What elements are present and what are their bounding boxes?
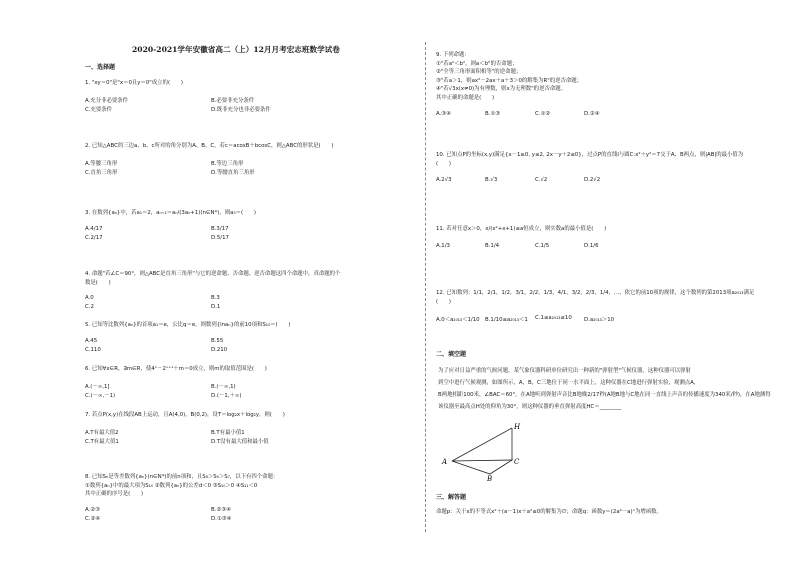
question-stem: 6. 已知∀x∈R，∃m∈R，使4ˣ－2ˣ⁺¹＋m＝0成立，则m的取值范围是( ): [85, 366, 267, 372]
fill-blank-line: 该仪器至最高点H处的仰角为30°，则这种仪器的垂直弹射高度HC＝________: [438, 404, 622, 410]
answer-option: D.①③④: [211, 515, 232, 522]
answer-option: A.2√3: [436, 177, 452, 183]
fill-blank-line: B两地相距100米，∠BAC＝60°，在A地听到弹射声音比B地晚2/17秒(A地B地与C地在同一直线上声音的传播速度为340米/秒)，在A地测得: [438, 392, 771, 398]
answer-option: D.210: [211, 346, 228, 353]
exam-title: 2020-2021学年安徽省高二（上）12月月考宏志班数学试卷: [132, 45, 340, 54]
figure-label-c: C: [514, 458, 520, 466]
answer-option: C.1≤a₂₀₁₃≤10: [535, 315, 572, 321]
question-stem: 5. 已知等比数列{aₙ}的首项a₁＝e，公比q＝e，则数列{lnaₙ}的前10项和S₁₀＝( ): [85, 322, 291, 328]
question-stem: 8. 已知Sₙ是等差数列{aₙ}(n∈N*)的前n项和，且S₈＞S₉＞S₇，以下有四个命题：: [85, 474, 279, 480]
answer-option: B.55: [211, 337, 224, 344]
question-stem: ④"若√3x(x≠0)为有理数，则x为无理数"的逆否命题。: [436, 86, 567, 92]
answer-option: C.充要条件: [85, 106, 113, 113]
question-stem: ( ): [436, 160, 451, 167]
question-stem: ③"若a＞1，则ax²－2ax＋a＋3＞0的解集为R"的逆否命题；: [436, 77, 583, 84]
answer-option: D.2√2: [584, 177, 601, 183]
section-heading-fill: 二、填空题: [436, 351, 467, 358]
column-divider: [425, 42, 426, 532]
answer-option: C.1/5: [535, 242, 550, 249]
answer-option: D.既非充分也非必要条件: [211, 106, 271, 113]
answer-option: A.充分非必要条件: [85, 97, 129, 104]
answer-option: D.T没有最大值和最小值: [211, 438, 269, 445]
answer-option: C.①②: [535, 111, 551, 117]
question-stem: 其中正确的序号是( ): [85, 491, 144, 497]
question-stem: 7. 若点P(x,y)在线段AB上运动，且A(4,0)，B(0,2)，设T＝log₂x＋log₂y，则( ): [85, 412, 285, 418]
answer-option: D.1: [211, 304, 221, 310]
answer-option: B.3/17: [211, 225, 229, 232]
answer-option: A.1/3: [436, 242, 450, 249]
answer-option: B.必要非充分条件: [211, 97, 255, 104]
question-stem: 9. 下列命题：: [436, 52, 470, 58]
answer-option: B.①③: [485, 111, 501, 117]
question-stem: 1. "xy＝0"是"x＝0且y＝0"成立的( ): [85, 80, 183, 86]
answer-option: D.(－1,＋∞): [211, 392, 242, 399]
answer-option: C.√2: [535, 177, 548, 183]
answer-option: C.直角三角形: [85, 169, 118, 176]
answer-option: C.110: [85, 346, 101, 353]
answer-option: C.(－∞,－1): [85, 392, 116, 399]
answer-option: B.1/10≤a₂₀₁₃＜1: [485, 317, 528, 323]
answer-option: A.②③: [85, 506, 100, 513]
question-stem: 11. 若对任意x＞0，x/(x²+x+1)≤a恒成立，则实数a的最小值是( ): [436, 226, 607, 232]
answer-option: B.②③④: [211, 506, 231, 513]
answer-option: A.T有最大值2: [85, 429, 119, 436]
question-stem: ( ): [436, 298, 451, 305]
answer-question-line: 命题p：关于x的不等式x²＋(a－1)x＋a²≤0的解集为∅；命题q：函数y＝(2a²－a)ˣ为增函数。: [436, 509, 662, 515]
answer-option: B.√3: [485, 177, 498, 183]
question-stem: ②"全等三角形面积相等"的逆命题；: [436, 69, 522, 75]
answer-option: D.②④: [584, 111, 600, 117]
section-heading-answer: 三、解答题: [436, 494, 467, 501]
answer-option: B.1/4: [485, 242, 500, 249]
figure-line-ah: [452, 428, 512, 461]
figure-label-h: H: [514, 423, 521, 431]
figure-label-a: A: [442, 458, 448, 466]
question-stem: ①数列{aₙ}中的最大项为S₁₀ ②数列{aₙ}的公差d＜0 ③S₁₀＞0 ④S₁₁＜0: [85, 482, 258, 489]
fill-blank-line: 到空中进行气候观测，如图所示，A，B，C三地位于同一水平面上，这种仪器在C地进行弹射实验，观测点A，: [438, 380, 700, 386]
fill-blank-line: 为了应对日益严重的气候问题，某气象仪器科研单位研究出一种新的"弹射型"气候仪器，这种仪器可以弹射: [438, 368, 691, 374]
answer-option: D.5/17: [211, 234, 229, 241]
question-stem: 12. 已知数列：1/1，2/1，1/2，3/1，2/2，1/3，4/1，3/2，2/3，1/4，…，依它的前10项的规律，这个数列的第2013项a₂₀₁₃满足: [436, 290, 755, 296]
answer-option: C.2/17: [85, 234, 103, 241]
answer-option: C.②④: [85, 515, 101, 522]
question-stem: 10. 已知点P的坐标(x,y)满足{x－1≥0, y≤2, 2x－y＋2≤0}，过点P的直线l与圆C:x²＋y²＝7交于A、B两点，则|AB|的最小值为: [436, 152, 744, 158]
question-stem: 其中正确的命题是( ): [436, 94, 495, 101]
answer-option: B.T有最小值1: [211, 429, 245, 436]
answer-option: A.③④: [436, 111, 451, 117]
answer-option: B.3: [211, 295, 220, 301]
answer-option: C.2: [85, 304, 94, 310]
instrument-figure: [440, 420, 530, 482]
answer-option: A.0: [85, 295, 94, 301]
section-heading-choice: 一、选择题: [85, 64, 116, 71]
question-stem: ①"若a²＜b²，则a＜b"的否命题；: [436, 60, 518, 67]
answer-option: A.0＜a₂₀₁₃＜1/10: [436, 317, 480, 323]
figure-triangle-abc: [452, 460, 512, 474]
question-stem: 3. 在数列{aₙ}中，若a₁＝2，aₙ₊₁＝aₙ/(3aₙ+1)(n∈N*)，则a₅＝( ): [85, 210, 257, 216]
answer-option: B.(－∞,1): [211, 383, 236, 390]
answer-option: D.a₂₀₁₃＞10: [584, 317, 615, 323]
figure-label-b: B: [487, 475, 493, 482]
question-stem: 4. 命题"若∠C＝90°，则△ABC是直角三角形"与它的逆命题、否命题、逆否命题这四个命题中，真命题的个: [85, 271, 341, 277]
answer-option: A.等腰三角形: [85, 160, 118, 167]
answer-option: C.T有最大值1: [85, 438, 119, 445]
answer-option: A.4/17: [85, 225, 103, 232]
answer-option: A.(－∞,1]: [85, 383, 110, 390]
question-stem: 数是( ): [85, 279, 111, 286]
question-stem: 2. 已知△ABC的三边a、b、c所对的角分别为A、B、C，若c＝acosB＋bcosC，则△ABC的形状是( ): [85, 143, 334, 149]
answer-option: D.等腰直角三角形: [211, 169, 255, 176]
answer-option: D.1/6: [584, 242, 599, 249]
answer-option: A.45: [85, 337, 98, 344]
answer-option: B.等边三角形: [211, 160, 244, 167]
